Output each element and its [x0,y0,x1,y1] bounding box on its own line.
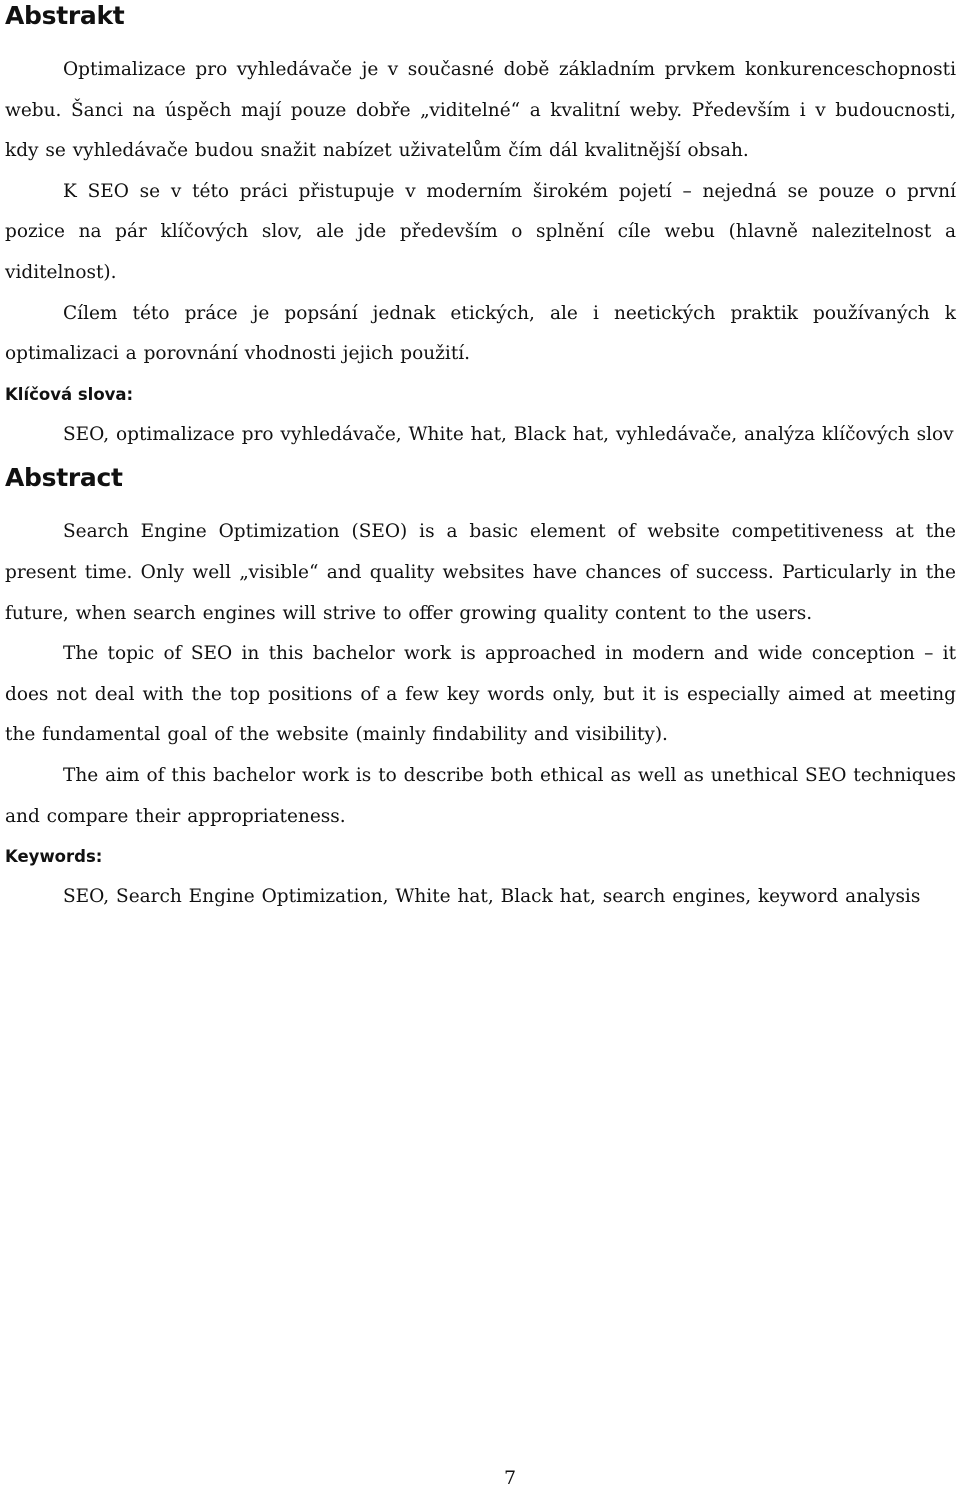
abstract-cz-paragraph-1: Optimalizace pro vyhledávače je v současné době základním prvkem konkurenceschopnosti webu. Šanci na úspěch mají pouze dobře „viditelné“ a kvalitní weby. Především i v budoucnosti, kdy se vyhledávače budou snažit nabízet uživatelům čím dál kvalitnější obsah. [5,59,956,162]
keywords-cz-label: Klíčová slova: [5,384,134,404]
abstract-en-paragraph-2: The topic of SEO in this bachelor work is approached in modern and wide conception – it does not deal with the top positions of a few key words only, but it is especially aimed at meeting the fundamental goal of the website (mainly findability and visibility). [5,643,956,746]
keywords-en-text: SEO, Search Engine Optimization, White hat, Black hat, search engines, keyword analysis [63,886,921,908]
abstract-cz-paragraph-2: K SEO se v této práci přistupuje v moderním širokém pojetí – nejedná se pouze o první pozice na pár klíčových slov, ale jde především o splnění cíle webu (hlavně nalezitelnost a viditelnost). [5,180,956,283]
abstract-en-heading: Abstract [5,463,123,493]
abstract-czech [5,0,956,455]
abstract-en-paragraph-3: The aim of this bachelor work is to describe both ethical as well as unethical SEO techniques and compare their appropriateness. [5,764,956,827]
keywords-cz-text: SEO, optimalizace pro vyhledávače, White hat, Black hat, vyhledávače, analýza klíčových slov [63,423,954,445]
abstract-cz-heading: Abstrakt [5,1,125,30]
abstract-english [5,462,956,917]
abstract-en-paragraph-1: Search Engine Optimization (SEO) is a basic element of website competitiveness at the present time. Only well „visible“ and quality websites have chances of success. Particularly in the future, when search engines will strive to offer growing quality content to the users. [5,521,956,624]
document-page [5,0,956,918]
abstract-cz-paragraph-3: Cílem této práce je popsání jednak etických, ale i neetických praktik používaných k optimalizaci a porovnání vhodnosti jejich použití. [5,302,956,365]
page-number: 7 [503,1467,517,1489]
keywords-en-label: Keywords: [5,847,103,867]
